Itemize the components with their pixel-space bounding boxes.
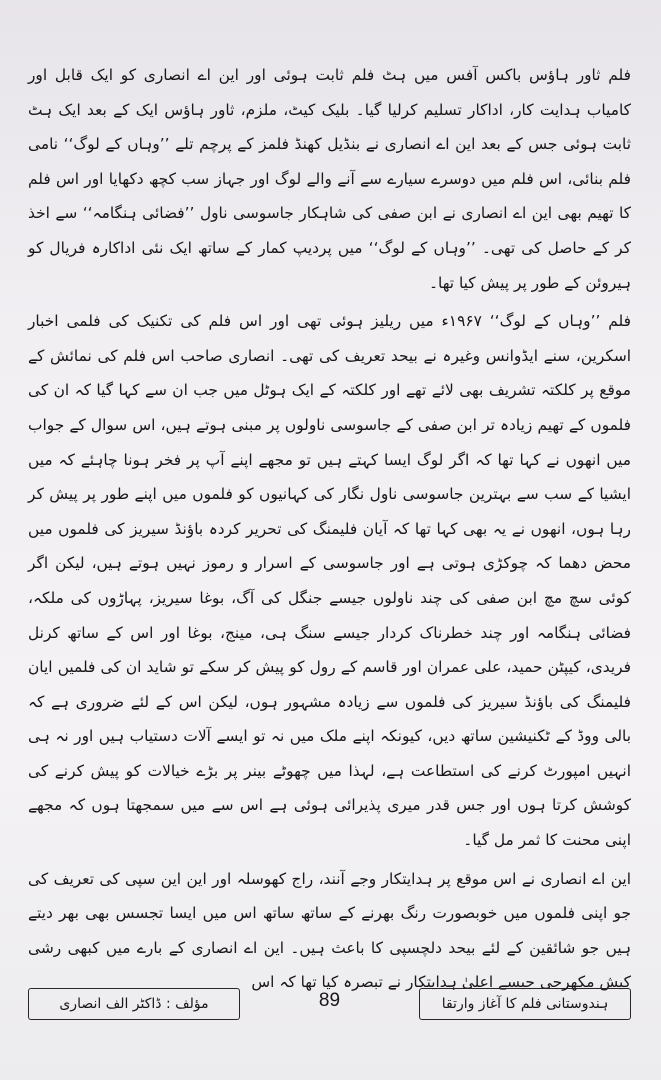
- author-name: مؤلف : ڈاکٹر الف انصاری: [59, 996, 209, 1012]
- book-title: ہندوستانی فلم کا آغاز وارتقا: [441, 996, 609, 1012]
- page-footer: [28, 988, 631, 1022]
- paragraph-3: این اے انصاری نے اس موقع پر ہدایتکار وجے آنند، راج کھوسلہ اور این این سپی کی تعریف کی جو اپنی فلموں میں خوبصورت رنگ بھرنے کے ساتھ ساتھ اس میں ایسا تجسس بھی بھر دیتے ہیں جو شائقین کے لئے بیحد دلچسپی کا باعث ہیں۔ این اے انصاری کے بارے میں کبھی رشی کیش مکھرجی جیسے اعلیٰ ہدایتکار نے تبصرہ کیا تھا کہ اس: [28, 869, 631, 992]
- book-title-box: [419, 988, 631, 1020]
- paragraph-2: فلم ’’وہاں کے لوگ‘‘ ۱۹۶۷ء میں ریلیز ہوئی تھی اور اس فلم کی تکنیک کی فلمی اخبار اسکرین، سنے ایڈوانس وغیرہ نے بیحد تعریف کی تھی۔ انصاری صاحب اس فلم کی نمائش کے موقع پر کلکتہ تشریف بھی لائے تھے اور کلکتہ کے ایک ہوٹل میں جب ان سے کہا گیا کہ ان کی فلموں کے تھیم زیادہ تر ابن صفی کے جاسوسی ناولوں پر مبنی ہوتے ہیں، اس سوال کے جواب میں انھوں نے کہا تھا کہ اگر لوگ ایسا کہتے ہیں تو مجھے اپنے آپ پر فخر ہونا چاہئے کہ میں ایشیا کے سب سے بہترین جاسوسی ناول نگار کی کہانیوں کو فلموں میں اپنے طور پر پیش کر رہا ہوں، انھوں نے یہ بھی کہا تھا کہ آیان فلیمنگ کی تحریر کردہ باؤنڈ سیریز کی فلموں میں محض دھما کہ چوکڑی ہوتی ہے اور جاسوسی کے اسرار و رموز نہیں ہوتے ہیں، لیکن اگر کوئی سچ مچ ابن صفی کی چند ناولوں جیسے جنگل کی آگ، بوغا سیریز، پہاڑوں کی ملکہ، فضائی ہنگامہ اور چند خطرناک کردار جیسے سنگ ہی، مینج، بوغا اور اس کے ساتھ کرنل فریدی، کیپٹن حمید، علی عمران اور قاسم کے رول کو پیش کر سکے تو شاید ان کی فلمیں ایان فلیمنگ کی باؤنڈ سیریز کی فلموں سے زیادہ مشہور ہوں، لیکن اس کے لئے ضروری ہے کہ بالی ووڈ کے ٹکنیشین ساتھ دیں، کیونکہ اپنے ملک میں نہ تو ایسے آلات دستیاب ہیں اور نہ ہی انہیں امپورٹ کرنے کی استطاعت ہے، لہذا میں چھوٹے بینر پر بڑے خیالات کو پیش کرنے کی کوشش کرتا ہوں اور جس قدر میری پذیرائی ہوئی ہے اس سے میں سمجھتا ہوں کہ مجھے اپنی محنت کا ثمر مل گیا۔: [28, 312, 631, 850]
- paragraph-1: فلم ثاور ہاؤس باکس آفس میں ہٹ فلم ثابت ہوئی اور این اے انصاری کو ایک قابل اور کامیاب ہدایت کار، اداکار تسلیم کرلیا گیا۔ بلیک کیٹ، ملزم، ثاور ہاؤس ایک کے بعد ایک ہٹ ثابت ہوئی جس کے بعد این اے انصاری نے بنڈیل کھنڈ فلمز کے پرچم تلے ’’وہاں کے لوگ‘‘ نامی فلم بنائی، اس فلم میں دوسرے سیارے سے آنے والے لوگ اور جہاز سب کچھ دکھایا اور اس فلم کا تھیم بھی این اے انصاری نے ابن صفی کی شاہکار جاسوسی ناول ’’فضائی ہنگامہ‘‘ سے اخذ کر کے حاصل کی تھی۔ ’’وہاں کے لوگ‘‘ میں پردیپ کمار کے ساتھ ایک نئی اداکارہ فریال کو ہیروئن کے طور پر پیش کیا تھا۔: [28, 66, 631, 292]
- page-number: 89: [318, 990, 341, 1011]
- author-box: [28, 988, 240, 1020]
- body-text: [28, 58, 631, 1000]
